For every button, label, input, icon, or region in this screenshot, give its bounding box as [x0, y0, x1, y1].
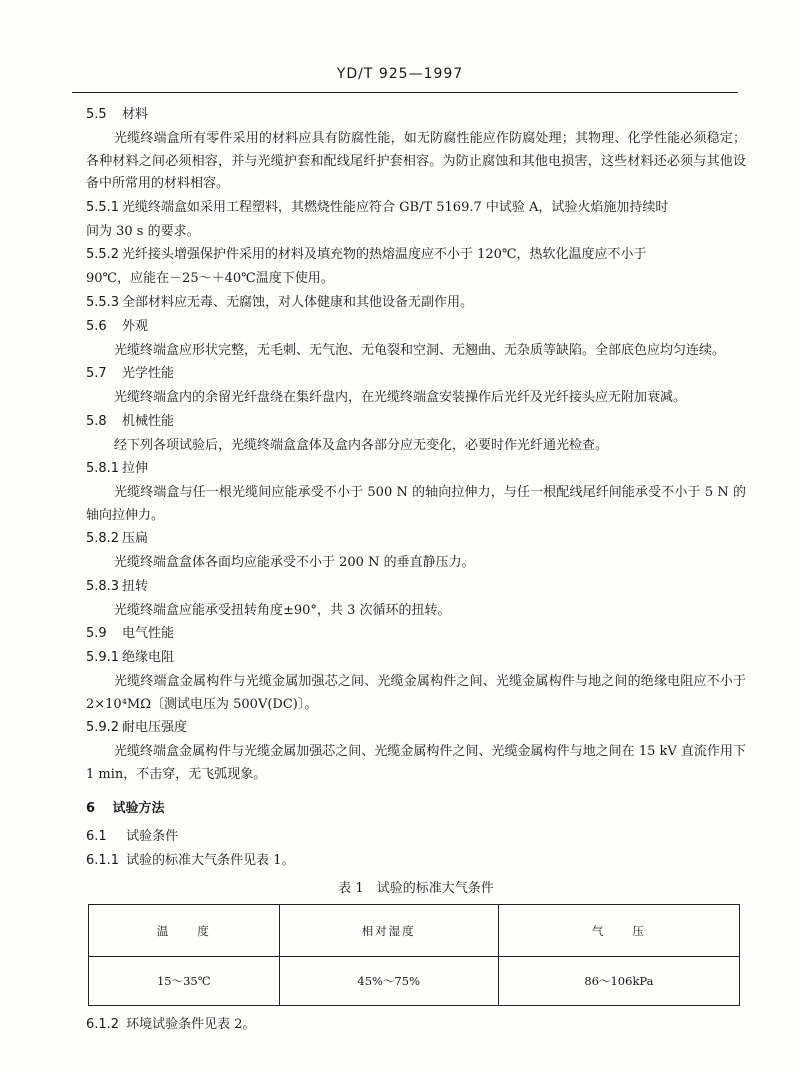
paragraph: 光缆终端盒金属构件与光缆金属加强芯之间、光缆金属构件之间、光缆金属构件与地之间在 15 kV 直流作用下 1 min，不击穿，无飞弧现象。	[86, 744, 746, 782]
table-cell: 15～35℃	[89, 957, 280, 1006]
section-number: 5.9.1	[86, 650, 120, 665]
section-heading	[86, 850, 746, 871]
section-heading	[86, 411, 746, 432]
section-heading	[86, 316, 746, 337]
section-title: 电气性能	[122, 626, 175, 641]
section-heading	[86, 104, 746, 125]
chapter-heading	[86, 798, 746, 820]
paragraph-continuation: 间为 30 s 的要求。	[86, 223, 200, 239]
section-number: 5.5.3	[86, 294, 120, 310]
section-number: 6.1	[86, 829, 107, 844]
table-cell: 45%～75%	[279, 957, 498, 1006]
table-header-cell: 相对湿度	[279, 905, 498, 957]
paragraph: 光缆终端盒金属构件与光缆金属加强芯之间、光缆金属构件之间、光缆金属构件与地之间的绝缘电阻应不小于 2×10⁴MΩ〔测试电压为 500V(DC)〕。	[86, 674, 746, 712]
paragraph: 光缆终端盒内的余留光纤盘绕在集纤盘内，在光缆终端盒安装操作后光纤及光纤接头应无附加衰减。	[114, 390, 687, 405]
paragraph: 经下列各项试验后，光缆终端盒盒体及盒内各部分应无变化，必要时作光纤通光检查。	[114, 437, 609, 453]
section-number: 5.6	[86, 318, 107, 334]
conditions-table	[88, 904, 740, 1006]
table-caption: 表 1 试验的标准大气条件	[338, 881, 494, 896]
section-heading	[86, 576, 746, 597]
section-number: 5.9.2	[86, 720, 120, 735]
section-title: 试验条件	[126, 829, 179, 844]
paragraph: 光缆终端盒应能承受扭转角度±90°，共 3 次循环的扭转。	[114, 602, 451, 618]
section-number: 5.5	[86, 107, 107, 122]
table-header-cell: 温 度	[89, 905, 280, 957]
section-heading	[86, 1014, 746, 1036]
paragraph: 光缆终端盒盒体各面均应能承受不小于 200 N 的垂直静压力。	[114, 555, 475, 570]
section-title: 光纤接头增强保护件采用的材料及填充物的热熔温度应不小于 120℃，热软化温度应不小于	[122, 247, 647, 262]
section-number: 5.8.3	[86, 578, 120, 594]
section-title: 绝缘电阻	[122, 650, 175, 665]
section-title: 全部材料应无毒、无腐蚀，对人体健康和其他设备无副作用。	[122, 294, 474, 310]
section-heading	[86, 623, 746, 644]
section-number: 5.9	[86, 626, 107, 641]
section-heading	[86, 244, 746, 265]
header-rule	[72, 92, 738, 93]
section-title: 环境试验条件见表 2。	[126, 1017, 256, 1032]
section-title: 扭转	[122, 578, 149, 594]
section-title: 光缆终端盒如采用工程塑料，其燃烧性能应符合 GB/T 5169.7 中试验 A，试验火焰施加持续时	[122, 199, 669, 215]
section-title: 机械性能	[122, 413, 175, 429]
section-title: 试验的标准大气条件见表 1。	[126, 853, 295, 868]
paragraph: 光缆终端盒与任一根光缆间应能承受不小于 500 N 的轴向拉伸力，与任一根配线尾纤间能承受不小于 5 N 的轴向拉伸力。	[86, 485, 746, 523]
section-number: 5.7	[86, 366, 107, 381]
section-heading	[86, 647, 746, 668]
document-header: YD/T 925—1997	[336, 66, 464, 82]
paragraph: 光缆终端盒应形状完整，无毛刺、无气泡、无龟裂和空洞、无翘曲、无杂质等缺陷。全部底色应均匀连续。	[114, 342, 726, 358]
section-title: 拉伸	[122, 461, 149, 476]
section-number: 5.5.2	[86, 247, 120, 262]
section-heading	[86, 197, 746, 218]
section-heading	[86, 292, 746, 313]
section-heading	[86, 458, 746, 479]
section-title: 耐电压强度	[122, 720, 188, 735]
document-body	[86, 104, 746, 1036]
section-heading	[86, 363, 746, 384]
chapter-title: 试验方法	[112, 801, 165, 816]
paragraph: 光缆终端盒所有零件采用的材料应具有防腐性能，如无防腐性能应作防腐处理；其物理、化学性能必须稳定；各种材料之间必须相容，并与光缆护套和配线尾纤护套相容。为防止腐蚀和其他电损害，这些材料还必须与其他设备中所常用的材料相容。	[86, 131, 746, 191]
table-header-row	[89, 905, 740, 957]
table-cell: 86～106kPa	[498, 957, 739, 1006]
chapter-number: 6	[86, 801, 96, 816]
section-number: 6.1.1	[86, 853, 120, 868]
section-number: 5.8.1	[86, 461, 120, 476]
section-title: 压扁	[122, 531, 149, 546]
section-heading	[86, 826, 746, 847]
section-number: 5.8.2	[86, 531, 120, 546]
section-list	[86, 104, 746, 786]
section-title: 外观	[122, 318, 149, 334]
section-heading	[86, 528, 746, 549]
paragraph-continuation: 90℃，应能在－25～＋40℃温度下使用。	[86, 271, 334, 286]
section-number: 5.8	[86, 413, 107, 429]
table-row	[89, 957, 740, 1006]
section-title: 材料	[122, 107, 149, 122]
table-header-cell: 气 压	[498, 905, 739, 957]
section-number: 5.5.1	[86, 199, 120, 215]
section-title: 光学性能	[122, 366, 175, 381]
section-heading	[86, 717, 746, 738]
section-number: 6.1.2	[86, 1017, 120, 1032]
